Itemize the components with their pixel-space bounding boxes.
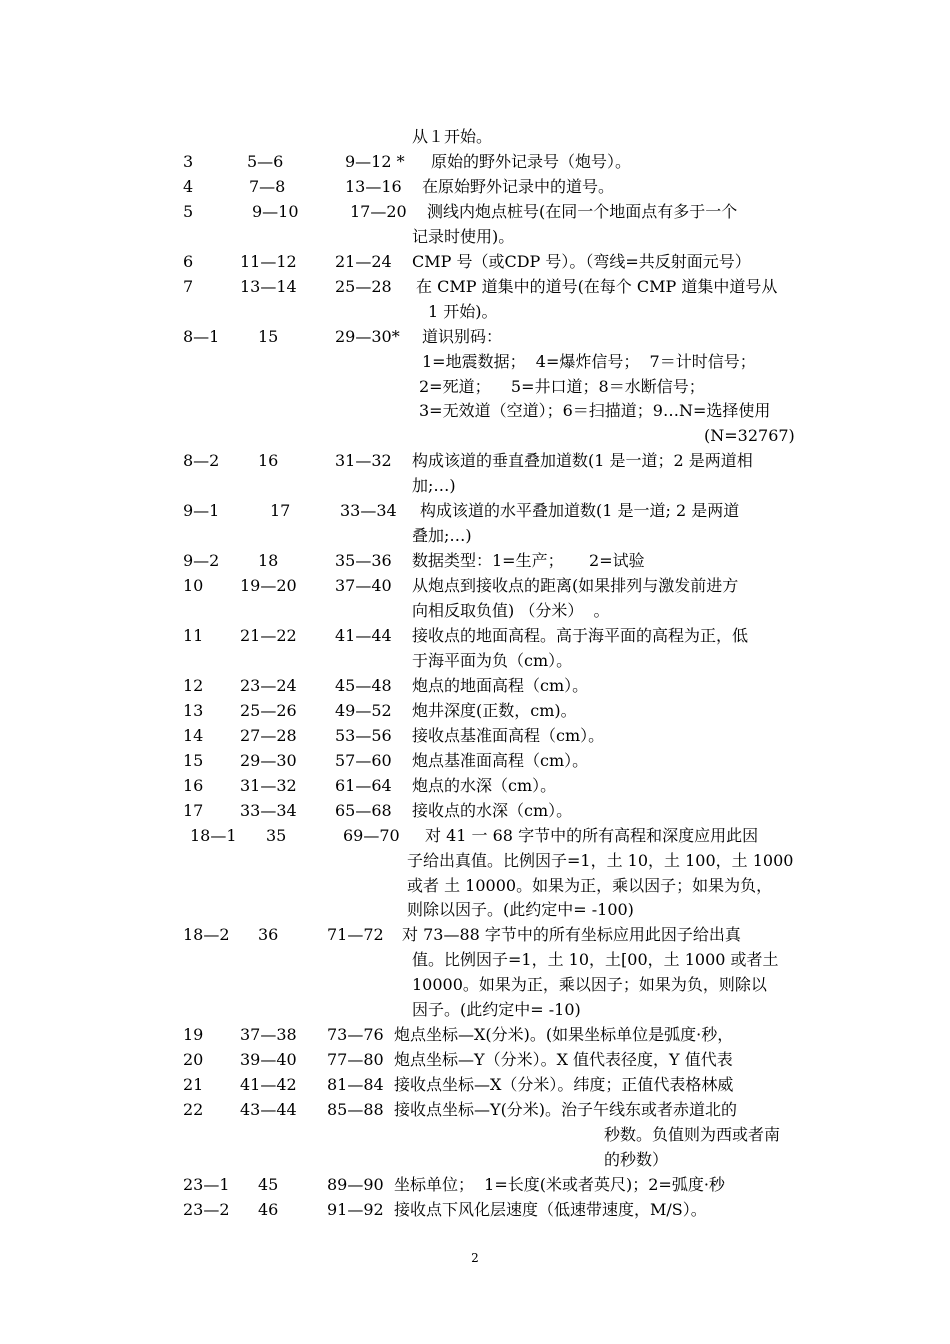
row-header-byte-range: 77—80 (327, 1050, 384, 1070)
row-byte-range: 21—22 (240, 626, 297, 645)
row-description: 炮点的水深（cm）。 (412, 775, 557, 795)
row-description: 秒数。负值则为西或者南 (604, 1125, 781, 1144)
row-description: 炮点坐标—Y（分米）。X 值代表径度，Y 值代表 (394, 1050, 733, 1070)
row-description: 从炮点到接收点的距离(如果排列与激发前进方 (412, 576, 739, 596)
row-byte-range: 27—28 (240, 725, 297, 745)
row-header-byte-range: 53—56 (335, 725, 392, 745)
row-description: 从１开始。 (412, 127, 493, 146)
row-byte-range: 39—40 (240, 1050, 297, 1070)
row-byte-range: 13—14 (240, 276, 297, 296)
row-header-byte-range: 21—24 (335, 251, 392, 271)
row-field-number: 10 (183, 576, 204, 596)
row-byte-range: 46 (258, 1199, 279, 1219)
row-description: 对 41 一 68 字节中的所有高程和深度应用此因 (425, 825, 759, 845)
row-header-byte-range: 41—44 (335, 626, 392, 645)
row-description: 1 开始)。 (428, 301, 498, 321)
row-description: 2=死道； 5=井口道；8＝水断信号； (419, 376, 705, 396)
row-header-byte-range: 69—70 (343, 825, 400, 845)
row-description: 炮点坐标—X(分米)。(如果坐标单位是弧度·秒， (394, 1025, 734, 1045)
row-field-number: 21 (183, 1075, 204, 1095)
row-description: (N=32767) (704, 426, 795, 446)
row-byte-range: 16 (258, 451, 279, 471)
row-field-number: 22 (183, 1100, 204, 1120)
row-description: 或者 土 10000。如果为正，乘以因子；如果为负， (407, 875, 773, 895)
row-description: 接收点的地面高程。高于海平面的高程为正，低 (412, 626, 749, 645)
row-byte-range: 7—8 (249, 176, 286, 196)
row-description: 接收点基准面高程（cm）。 (412, 725, 605, 745)
row-header-byte-range: 57—60 (335, 750, 392, 770)
row-description: 数据类型：1=生产； 2=试验 (412, 551, 645, 571)
row-header-byte-range: 85—88 (327, 1100, 384, 1120)
row-description: 的秒数） (604, 1149, 669, 1169)
row-byte-range: 9—10 (252, 201, 299, 221)
row-header-byte-range: 31—32 (335, 451, 392, 471)
row-description: 原始的野外记录号（炮号）。 (431, 151, 632, 171)
row-description: 向相反取负值) （分米） 。 (412, 601, 610, 621)
row-field-number: 9—2 (183, 551, 220, 571)
row-byte-range: 25—26 (240, 700, 297, 720)
row-description: 炮点基准面高程（cm）。 (412, 750, 589, 770)
row-header-byte-range: 91—92 (327, 1199, 384, 1219)
row-field-number: 8—1 (183, 326, 220, 346)
row-description: 值。比例因子=1，土 10，土[00，土 1000 或者土 (412, 950, 779, 970)
row-byte-range: 33—34 (240, 800, 297, 820)
row-byte-range: 37—38 (240, 1025, 297, 1045)
row-header-byte-range: 61—64 (335, 775, 392, 795)
row-description: 道识别码： (422, 326, 503, 346)
row-description: 在原始野外记录中的道号。 (422, 176, 615, 196)
row-field-number: 5 (183, 201, 194, 221)
row-description: 于海平面为负（cm）。 (412, 650, 573, 670)
row-field-number: 8—2 (183, 451, 220, 471)
row-description: 接收点坐标—Y(分米)。治子午线东或者赤道北的 (394, 1100, 738, 1120)
row-header-byte-range: 37—40 (335, 576, 392, 596)
row-field-number: 18—2 (183, 925, 230, 945)
row-byte-range: 18 (258, 551, 279, 571)
row-description: 炮井深度(正数，cm)。 (412, 700, 577, 720)
row-description: 10000。如果为正，乘以因子；如果为负，则除以 (412, 975, 767, 995)
row-byte-range: 29—30 (240, 750, 297, 770)
row-field-number: 11 (183, 626, 204, 645)
row-description: 3=无效道（空道）；6＝扫描道；9…N=选择使用 (419, 401, 771, 421)
row-field-number: 7 (183, 276, 194, 296)
row-header-byte-range: 89—90 (327, 1174, 384, 1194)
row-field-number: 23—1 (183, 1174, 230, 1194)
row-header-byte-range: 49—52 (335, 700, 392, 720)
row-header-byte-range: 71—72 (327, 925, 384, 945)
row-byte-range: 11—12 (240, 251, 297, 271)
row-header-byte-range: 9—12 * (345, 151, 405, 171)
row-description: 在 CMP 道集中的道号(在每个 CMP 道集中道号从 (416, 276, 778, 296)
row-field-number: 6 (183, 251, 194, 271)
row-header-byte-range: 35—36 (335, 551, 392, 571)
row-byte-range: 36 (258, 925, 279, 945)
row-field-number: 12 (183, 675, 204, 695)
row-field-number: 15 (183, 750, 204, 770)
row-description: 叠加;…) (412, 526, 472, 546)
row-description: 对 73—88 字节中的所有坐标应用此因子给出真 (402, 925, 741, 945)
row-description: 则除以因子。(此约定中= -100) (407, 900, 634, 920)
row-header-byte-range: 13—16 (345, 176, 402, 196)
row-field-number: 23—2 (183, 1199, 230, 1219)
page-number: 2 (471, 1251, 479, 1265)
row-description: 记录时使用)。 (412, 226, 515, 246)
row-description: 接收点的水深（cm）。 (412, 800, 573, 820)
row-field-number: 14 (183, 725, 204, 745)
row-description: 坐标单位； 1=长度(米或者英尺)；2=弧度·秒 (394, 1174, 725, 1194)
row-description: 接收点下风化层速度（低速带速度，M/S）。 (394, 1199, 707, 1219)
row-byte-range: 35 (266, 825, 287, 845)
row-field-number: 17 (183, 800, 204, 820)
row-byte-range: 41—42 (240, 1075, 297, 1095)
row-field-number: 16 (183, 775, 204, 795)
row-byte-range: 31—32 (240, 775, 297, 795)
row-description: 子给出真值。比例因子=1，土 10，土 100，土 1000 (407, 850, 794, 870)
row-byte-range: 5—6 (247, 151, 284, 171)
row-header-byte-range: 81—84 (327, 1075, 384, 1095)
row-header-byte-range: 45—48 (335, 675, 392, 695)
row-field-number: 13 (183, 700, 204, 720)
row-field-number: 18—1 (190, 825, 237, 845)
row-field-number: 19 (183, 1025, 204, 1045)
row-description: 构成该道的水平叠加道数(1 是一道; 2 是两道 (420, 501, 740, 521)
row-byte-range: 15 (258, 326, 279, 346)
row-header-byte-range: 17—20 (350, 201, 407, 221)
row-byte-range: 17 (270, 501, 291, 521)
row-field-number: 20 (183, 1050, 204, 1070)
row-description: 炮点的地面高程（cm）。 (412, 675, 589, 695)
row-header-byte-range: 73—76 (327, 1025, 384, 1045)
row-byte-range: 45 (258, 1174, 279, 1194)
row-description: 加;…) (412, 476, 456, 496)
row-header-byte-range: 25—28 (335, 276, 392, 296)
row-description: 接收点坐标—X（分米）。纬度；正值代表格林威 (394, 1075, 734, 1095)
row-description: CMP 号（或CDP 号）。（弯线=共反射面元号） (412, 251, 751, 271)
row-field-number: 4 (183, 176, 194, 196)
row-byte-range: 23—24 (240, 675, 297, 695)
row-header-byte-range: 65—68 (335, 800, 392, 820)
row-description: 1=地震数据； 4=爆炸信号； 7＝计时信号； (422, 351, 756, 371)
row-byte-range: 43—44 (240, 1100, 297, 1120)
row-byte-range: 19—20 (240, 576, 297, 596)
row-description: 测线内炮点桩号(在同一个地面点有多于一个 (427, 201, 738, 221)
row-field-number: 3 (183, 151, 194, 171)
row-header-byte-range: 33—34 (340, 501, 397, 521)
row-description: 构成该道的垂直叠加道数(1 是一道；2 是两道相 (412, 451, 753, 471)
row-field-number: 9—1 (183, 501, 220, 521)
row-header-byte-range: 29—30* (335, 326, 400, 346)
row-description: 因子。(此约定中= -10) (412, 1000, 581, 1020)
